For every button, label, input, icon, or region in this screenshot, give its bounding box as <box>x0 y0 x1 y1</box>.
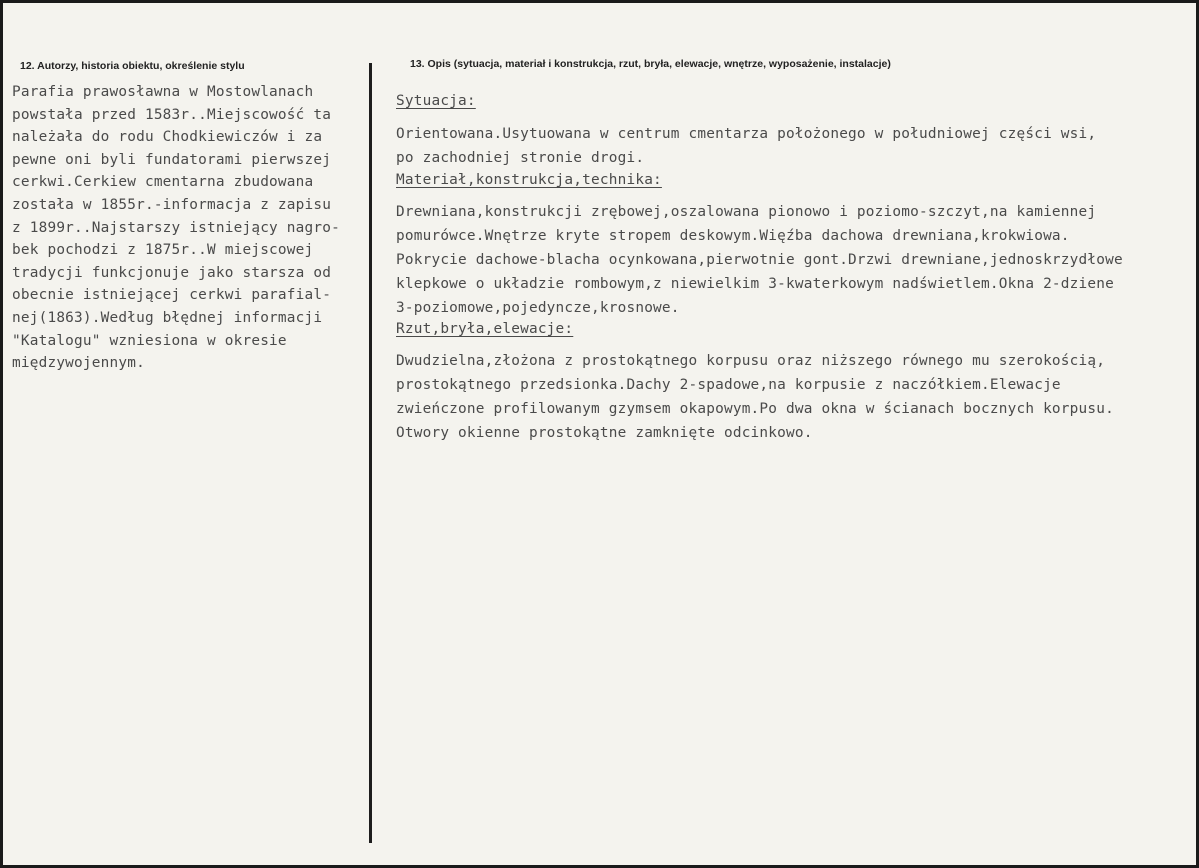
description-line: zwieńczone profilowanym gzymsem okapowym.Po dwa okna w ścianach bocznych korpusu. <box>396 401 1114 417</box>
history-line: została w 1855r.-informacja z zapisu <box>12 196 332 213</box>
rzut-section <box>396 317 1186 445</box>
history-line: tradycji funkcjonuje jako starsza od <box>12 264 332 281</box>
history-line: bek pochodzi z 1875r..W miejscowej <box>12 242 314 259</box>
history-line: należała do rodu Chodkiewiczów i za <box>12 129 323 146</box>
description-line: Pokrycie dachowe-blacha ocynkowana,pierwotnie gont.Drzwi drewniane,jednoskrzydłowe <box>396 252 1123 268</box>
history-line: powstała przed 1583r..Miejscowość ta <box>12 106 332 123</box>
material-heading: Materiał,konstrukcja,technika: <box>396 172 662 188</box>
history-line: międzywojennym. <box>12 355 145 372</box>
sytuacja-heading: Sytuacja: <box>396 93 476 109</box>
history-line: Parafia prawosławna w Mostowlanach <box>12 84 314 100</box>
rzut-heading: Rzut,bryła,elewacje: <box>396 321 574 337</box>
form-card <box>3 3 1196 865</box>
section-12-title: 12. Autorzy, historia obiektu, określenie stylu <box>20 60 245 72</box>
sytuacja-section <box>396 89 1186 170</box>
history-line: cerkwi.Cerkiew cmentarna zbudowana <box>12 174 314 191</box>
history-line: "Katalogu" wzniesiona w okresie <box>12 332 287 349</box>
description-line: Otwory okienne prostokątne zamknięte odcinkowo. <box>396 425 813 441</box>
material-section <box>396 168 1186 320</box>
description-line: prostokątnego przedsionka.Dachy 2-spadowe,na korpusie z naczółkiem.Elewacje <box>396 377 1061 393</box>
history-line: pewne oni byli fundatorami pierwszej <box>12 151 332 168</box>
history-line: nej(1863).Według błędnej informacji <box>12 309 323 326</box>
history-line: obecnie istniejącej cerkwi parafial- <box>12 287 332 304</box>
history-text <box>12 81 372 375</box>
history-line: z 1899r..Najstarszy istniejący nagro- <box>12 219 340 236</box>
section-13-title: 13. Opis (sytuacja, materiał i konstrukcja, rzut, bryła, elewacje, wnętrze, wyposażenie, instalacje) <box>410 58 891 70</box>
description-line: po zachodniej stronie drogi. <box>396 150 645 166</box>
description-line: Orientowana.Usytuowana w centrum cmentarza położonego w południowej części wsi, <box>396 126 1097 142</box>
description-line: Dwudzielna,złożona z prostokątnego korpusu oraz niższego równego mu szerokością, <box>396 353 1106 369</box>
description-line: klepkowe o układzie rombowym,z niewielkim 3-kwaterkowym nadświetlem.Okna 2-dziene <box>396 276 1114 292</box>
description-line: Drewniana,konstrukcji zrębowej,oszalowana pionowo i poziomo-szczyt,na kamiennej <box>396 204 1097 220</box>
description-line: pomurówce.Wnętrze kryte stropem deskowym.Więźba dachowa drewniana,krokwiowa. <box>396 228 1070 244</box>
description-line: 3-poziomowe,pojedyncze,krosnowe. <box>396 300 680 316</box>
